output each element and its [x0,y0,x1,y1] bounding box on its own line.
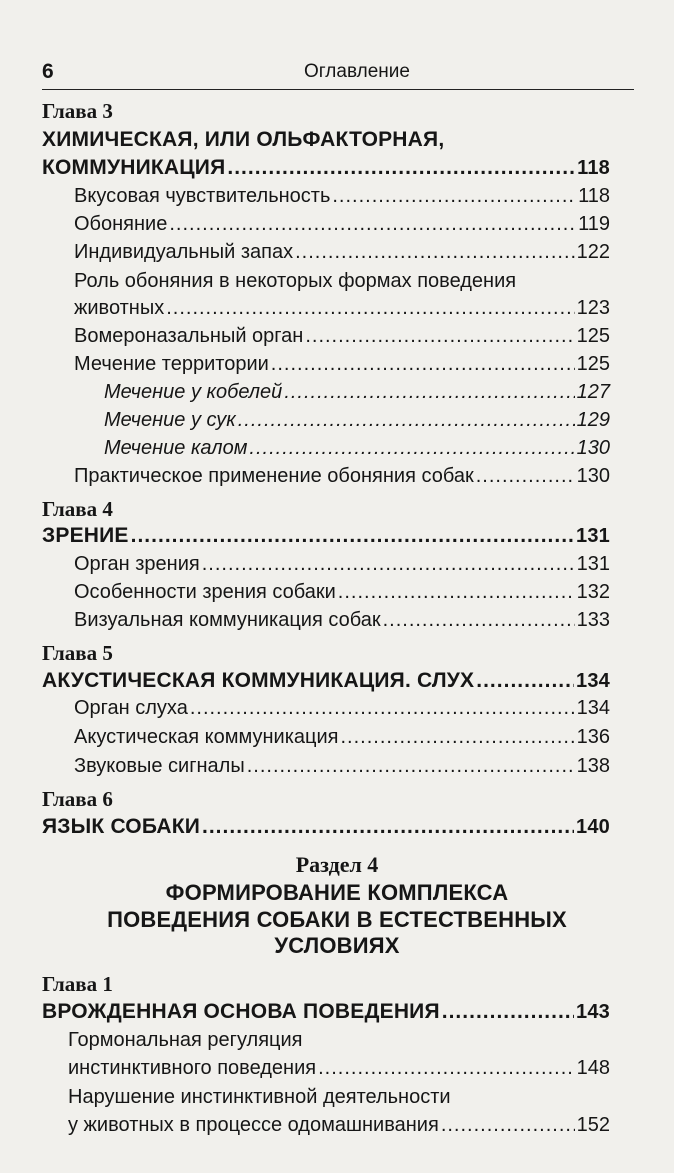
leader-dots [340,726,574,749]
toc-entry[interactable] [104,409,610,432]
leader-dots [442,1000,574,1024]
leader-dots [284,381,574,404]
page-header [42,60,634,90]
entry-title: Обоняние [74,213,168,235]
page-ref: 143 [576,1001,610,1023]
entry-title: Орган зрения [74,553,200,575]
toc-entry[interactable] [68,1114,610,1137]
page-ref: 119 [578,213,610,235]
chapter-title: АКУСТИЧЕСКАЯ КОММУНИКАЦИЯ. СЛУХ [42,669,475,692]
page-ref: 125 [576,325,610,347]
entry-title: Мечение у кобелей [104,381,283,403]
toc-entry[interactable] [74,553,610,576]
chapter-label: Глава 6 [42,787,113,811]
chapter-label: Глава 1 [42,972,113,996]
chapter-title: КОММУНИКАЦИЯ [42,156,226,179]
leader-dots [318,1057,575,1080]
toc-entry[interactable] [68,1057,610,1080]
toc-entry[interactable] [74,297,610,320]
toc-entry[interactable] [42,156,610,180]
entry-title: Визуальная коммуникация собак [74,609,381,631]
page-ref: 136 [576,726,610,748]
entry-title: Орган слуха [74,697,188,719]
leader-dots [338,581,575,604]
page-ref: 152 [576,1114,610,1136]
page-ref: 129 [576,409,610,431]
page-ref: 131 [576,553,610,575]
page-ref: 133 [576,609,610,631]
page-ref: 131 [576,525,610,547]
chapter-label: Глава 4 [42,497,113,521]
leader-dots [131,524,574,548]
leader-dots [476,669,574,693]
page-ref: 134 [576,697,610,719]
leader-dots [166,297,574,320]
page-ref: 132 [576,581,610,603]
toc-entry[interactable] [74,697,610,720]
entry-title: Мечение территории [74,353,269,375]
page-ref: 148 [576,1057,610,1079]
page-ref: 122 [576,241,610,263]
section-title: ФОРМИРОВАНИЕ КОМПЛЕКСА [165,880,509,905]
leader-dots [295,241,575,264]
toc-entry[interactable] [42,1000,610,1024]
toc-entry[interactable] [74,726,610,749]
leader-dots [247,755,575,778]
toc-entry[interactable] [74,755,610,778]
entry-title: Вкусовая чувствительность [74,185,331,207]
section-label: Раздел 4 [295,852,379,877]
entry-title: Мечение у сук [104,409,236,431]
toc-entry[interactable] [74,213,610,236]
section-title: ПОВЕДЕНИЯ СОБАКИ В ЕСТЕСТВЕННЫХ [107,907,567,932]
toc-entry[interactable] [74,241,610,264]
header-rule [42,89,634,90]
entry-title: Нарушение инстинктивной деятельности [68,1086,451,1108]
entry-title: животных [74,297,165,319]
toc-entry[interactable] [104,437,610,460]
toc-entry[interactable] [74,609,610,632]
leader-dots [238,409,575,432]
section-title: УСЛОВИЯХ [274,933,400,958]
page-ref: 140 [576,816,610,838]
entry-title: Звуковые сигналы [74,755,245,777]
page-ref: 130 [576,465,610,487]
toc-entry[interactable] [104,381,610,404]
entry-title: Гормональная регуляция [68,1029,303,1051]
chapter-title: ЯЗЫК СОБАКИ [42,815,201,838]
leader-dots [202,815,574,839]
toc-entry[interactable] [42,524,610,548]
entry-title: Практическое применение обоняния собак [74,465,474,487]
toc-entry[interactable] [74,581,610,604]
leader-dots [332,185,576,208]
leader-dots [227,156,575,180]
page-ref: 123 [576,297,610,319]
page-ref: 118 [577,157,610,179]
leader-dots [202,553,575,576]
entry-title: Вомероназальный орган [74,325,304,347]
entry-title: у животных в процессе одомашнивания [68,1114,439,1136]
leader-dots [190,697,575,720]
chapter-title: ВРОЖДЕННАЯ ОСНОВА ПОВЕДЕНИЯ [42,1000,440,1023]
page-ref: 127 [576,381,610,403]
entry-title: Акустическая коммуникация [74,726,339,748]
entry-title: Роль обоняния в некоторых формах поведения [74,270,517,292]
page-ref: 125 [576,353,610,375]
running-head: Оглавление [304,61,410,82]
page-number: 6 [42,60,54,83]
leader-dots [249,437,574,460]
entry-title: Особенности зрения собаки [74,581,336,603]
chapter-label: Глава 3 [42,99,113,123]
toc-entry[interactable] [74,353,610,376]
leader-dots [441,1114,575,1137]
leader-dots [383,609,575,632]
leader-dots [476,465,575,488]
entry-title: Мечение калом [104,437,248,459]
entry-title: Индивидуальный запах [74,241,294,263]
page-ref: 130 [576,437,610,459]
leader-dots [305,325,574,348]
leader-dots [271,353,575,376]
page-ref: 138 [576,755,610,777]
toc-entry[interactable] [42,815,610,839]
page-ref: 134 [576,670,610,692]
chapter-title: ХИМИЧЕСКАЯ, ИЛИ ОЛЬФАКТОРНАЯ, [42,128,445,151]
entry-title: инстинктивного поведения [68,1057,317,1079]
toc-entry[interactable] [42,669,610,693]
leader-dots [169,213,576,236]
toc-entry[interactable] [74,185,610,208]
toc-entry[interactable] [74,325,610,348]
chapter-label: Глава 5 [42,641,113,665]
toc-entry[interactable] [74,465,610,488]
page-ref: 118 [578,185,610,207]
chapter-title: ЗРЕНИЕ [42,524,129,547]
